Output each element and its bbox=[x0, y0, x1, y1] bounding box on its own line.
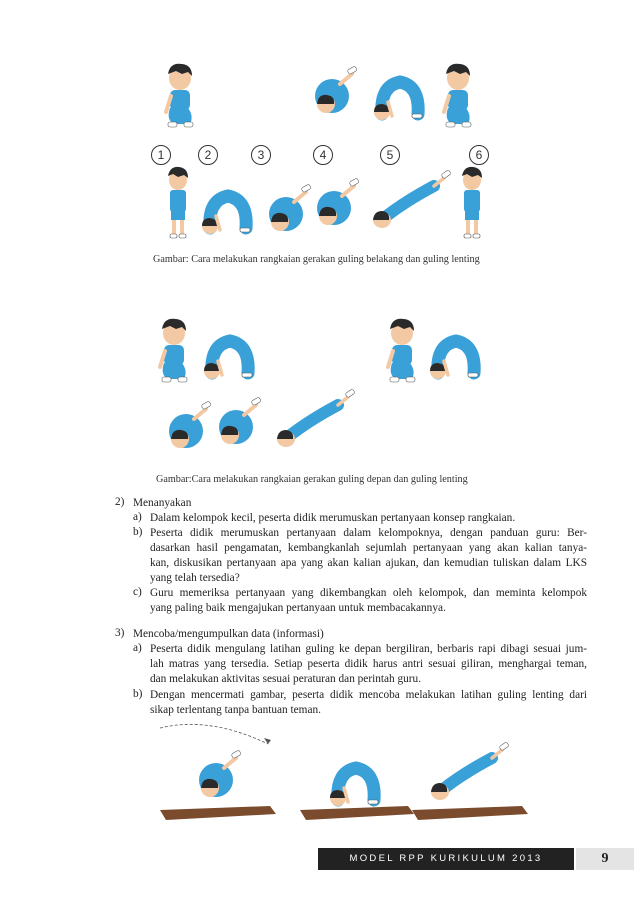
section2-item-b-line-4: yang telah tersedia? bbox=[150, 572, 240, 584]
step-number-4: 4 bbox=[313, 145, 333, 165]
figure2-caption: Gambar:Cara melakukan rangkaian gerakan guling depan dan guling lenting bbox=[156, 474, 468, 485]
section3-item-a-line-3: dan melakukan aktivitas sesuai peraturan dan perintah guru. bbox=[150, 673, 422, 685]
step-number-2: 2 bbox=[198, 145, 218, 165]
figure1-caption: Gambar: Cara melakukan rangkaian gerakan guling belakang dan guling lenting bbox=[153, 254, 480, 265]
section2-item-b-line-2: dasarkan hasil pengamatan, kembangkanlah sejumlah pertanyaan yang akan kalian tanya- bbox=[150, 542, 587, 554]
section2-number: 2) bbox=[115, 496, 125, 508]
section2-item-c-line-2: yang paling baik mengajukan pertanyaan untuk membacakannya. bbox=[150, 602, 446, 614]
footer-title: MODEL RPP KURIKULUM 2013 bbox=[349, 853, 543, 864]
section2-item-a-label: a) bbox=[133, 511, 142, 523]
front-roll-illustration bbox=[140, 315, 500, 465]
section2-item-a-line-1: Dalam kelompok kecil, peserta didik merumuskan pertanyaan konsep rangkaian. bbox=[150, 512, 516, 524]
section3-item-a-line-1: Peserta didik mengulang latihan guling ke depan bergiliran, berbaris rapi dibagi sesuai jum- bbox=[150, 643, 587, 655]
section3-item-b-label: b) bbox=[133, 688, 143, 700]
section2-title: Menanyakan bbox=[133, 497, 192, 509]
section3-item-b-line-2: sikap terlentang tanpa bantuan teman. bbox=[150, 704, 321, 716]
section2-item-c-label: c) bbox=[133, 586, 142, 598]
section2-item-c-line-1: Guru memeriksa pertanyaan yang dikembangkan oleh kelompok, dan meminta kelompok bbox=[150, 587, 587, 599]
page-number: 9 bbox=[601, 851, 609, 866]
figure-front-roll bbox=[140, 315, 500, 465]
section3-item-a-line-2: lah matras yang tersedia. Setiap peserta didik harus antri sesuai giliran, menghargai teman, bbox=[150, 658, 587, 670]
section3-title: Mencoba/mengumpulkan data (informasi) bbox=[133, 628, 324, 640]
section3-item-b-line-1: Dengan mencermati gambar, peserta didik mencoba melakukan latihan guling lenting dari bbox=[150, 689, 587, 701]
section2-item-b-label: b) bbox=[133, 526, 143, 538]
step-number-6: 6 bbox=[469, 145, 489, 165]
neck-spring-illustration bbox=[150, 718, 540, 830]
step-number-3: 3 bbox=[251, 145, 271, 165]
section3-number: 3) bbox=[115, 627, 125, 639]
step-number-5: 5 bbox=[380, 145, 400, 165]
step-number-1: 1 bbox=[151, 145, 171, 165]
section2-item-b-line-1: Peserta didik merumuskan pertanyaan dalam kelompoknya, dengan panduan guru: Ber- bbox=[150, 527, 587, 539]
section3-item-a-label: a) bbox=[133, 642, 142, 654]
section2-item-b-line-3: kan, diskusikan pertanyaan apa yang akan kalian ajukan, dan kemudian tuliskan dalam LKS bbox=[150, 557, 587, 569]
figure-neck-spring bbox=[150, 718, 540, 830]
